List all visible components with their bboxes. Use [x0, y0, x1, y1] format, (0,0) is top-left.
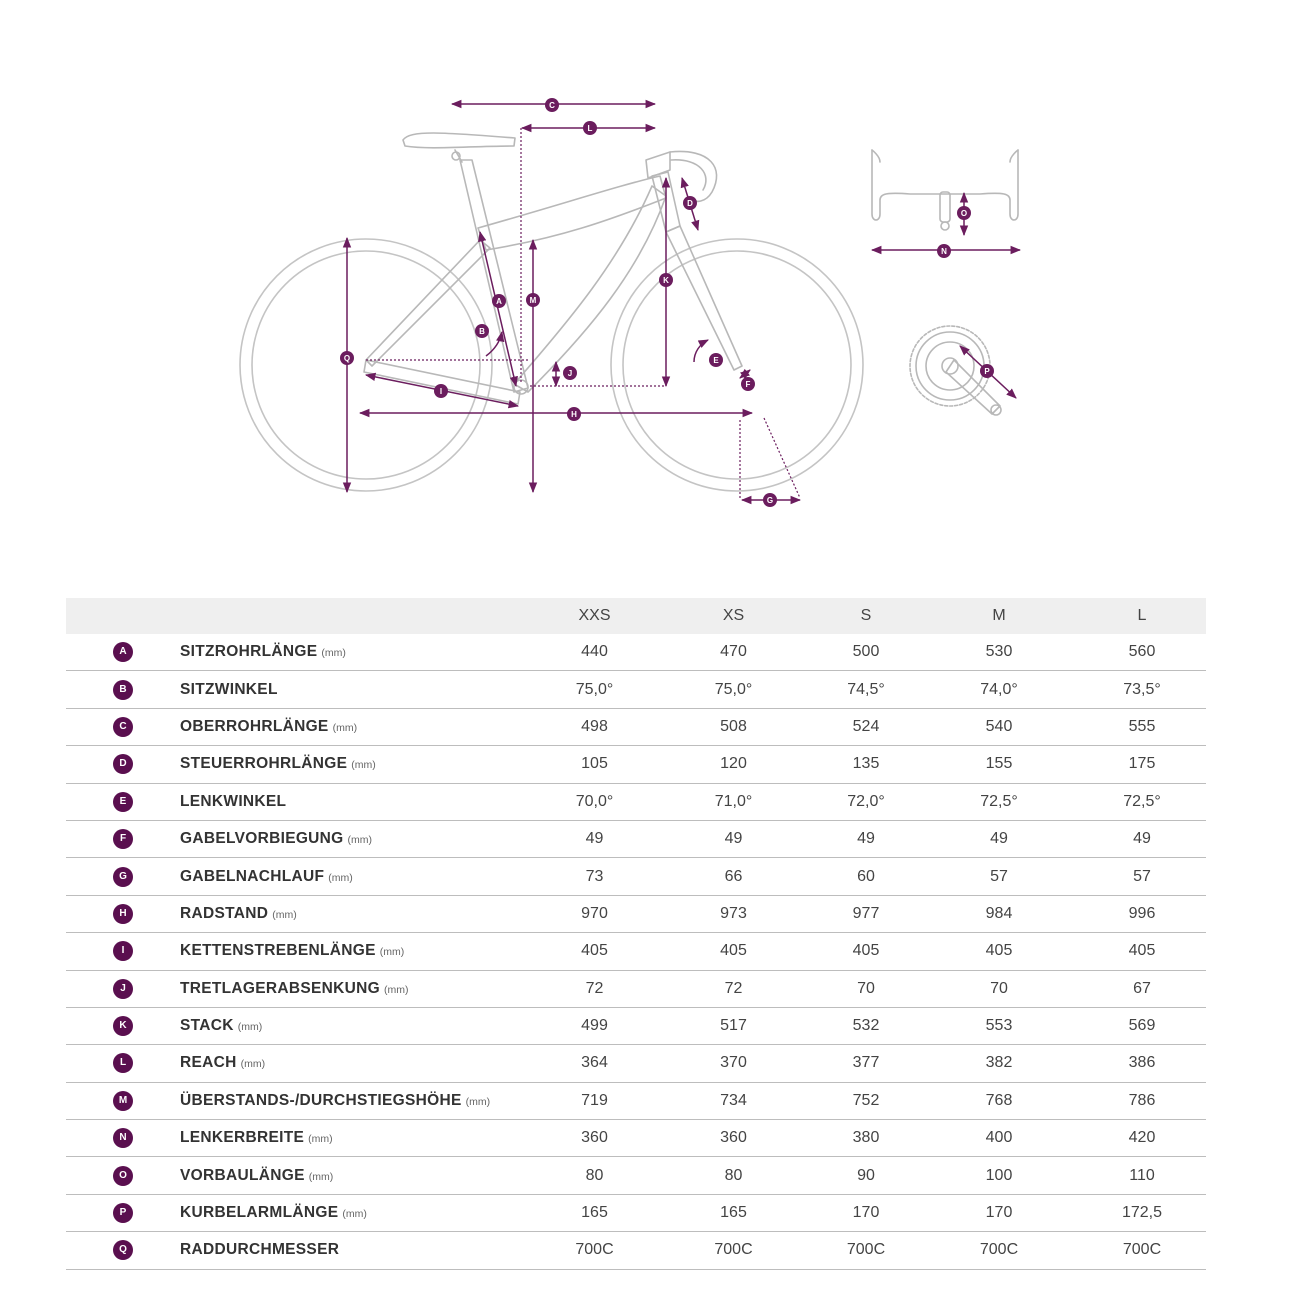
value-cell: 405	[920, 933, 1078, 970]
svg-text:L: L	[587, 124, 593, 133]
param-cell	[180, 746, 534, 783]
size-header: XS	[655, 598, 812, 634]
row-letter-badge: A	[113, 642, 133, 662]
param-unit: (mm)	[379, 946, 405, 959]
param-cell	[180, 671, 534, 708]
rear-wheel	[240, 239, 492, 491]
badge-cell	[66, 746, 180, 783]
value-cell: 74,0°	[920, 671, 1078, 708]
param-name: LENKWINKEL	[180, 792, 287, 810]
table-row	[66, 1157, 1206, 1194]
marker-A	[492, 294, 506, 308]
row-letter-badge: B	[113, 680, 133, 700]
value-cell: 155	[920, 746, 1078, 783]
value-cell: 72,0°	[812, 783, 920, 820]
value-cell: 700C	[534, 1232, 655, 1269]
size-header-row	[66, 598, 1206, 634]
value-cell: 100	[920, 1157, 1078, 1194]
value-cell: 73	[534, 858, 655, 895]
row-letter-badge: C	[113, 717, 133, 737]
value-cell: 80	[655, 1157, 812, 1194]
param-name: ÜBERSTANDS-/DURCHSTIEGSHÖHE	[180, 1091, 462, 1109]
value-cell: 110	[1078, 1157, 1206, 1194]
value-cell: 560	[1078, 634, 1206, 671]
value-cell: 540	[920, 708, 1078, 745]
value-cell: 700C	[655, 1232, 812, 1269]
value-cell: 405	[655, 933, 812, 970]
value-cell: 172,5	[1078, 1194, 1206, 1231]
value-cell: 170	[920, 1194, 1078, 1231]
param-name: OBERROHRLÄNGE	[180, 717, 329, 735]
marker-I	[434, 384, 448, 398]
param-cell	[180, 858, 534, 895]
row-letter-badge: L	[113, 1053, 133, 1073]
param-cell	[180, 1007, 534, 1044]
param-unit: (mm)	[328, 871, 353, 884]
row-letter-badge: K	[113, 1016, 133, 1036]
value-cell: 786	[1078, 1082, 1206, 1119]
value-cell: 49	[534, 820, 655, 857]
value-cell: 382	[920, 1045, 1078, 1082]
table-row	[66, 634, 1206, 671]
param-unit: (mm)	[351, 759, 376, 772]
svg-text:C: C	[549, 101, 555, 110]
svg-text:N: N	[941, 247, 947, 256]
param-cell	[180, 895, 534, 932]
row-letter-badge: H	[113, 904, 133, 924]
value-cell: 75,0°	[655, 671, 812, 708]
value-cell: 553	[920, 1007, 1078, 1044]
value-cell: 90	[812, 1157, 920, 1194]
value-cell: 74,5°	[812, 671, 920, 708]
value-cell: 719	[534, 1082, 655, 1119]
param-name: STACK	[180, 1017, 234, 1035]
value-cell: 517	[655, 1007, 812, 1044]
value-cell: 700C	[1078, 1232, 1206, 1269]
header-blank	[66, 598, 180, 634]
value-cell: 70	[812, 970, 920, 1007]
param-cell	[180, 933, 534, 970]
param-name: KETTENSTREBENLÄNGE	[180, 942, 376, 960]
value-cell: 420	[1078, 1120, 1206, 1157]
svg-text:Q: Q	[343, 354, 351, 363]
marker-G	[763, 493, 777, 507]
row-letter-badge: F	[113, 829, 133, 849]
param-unit: (mm)	[342, 1208, 367, 1221]
badge-cell	[66, 1082, 180, 1119]
badge-cell	[66, 895, 180, 932]
svg-text:J: J	[567, 369, 573, 378]
value-cell: 165	[655, 1194, 812, 1231]
svg-text:H: H	[571, 410, 577, 419]
param-unit: (mm)	[237, 1021, 263, 1034]
badge-cell	[66, 708, 180, 745]
param-cell	[180, 1120, 534, 1157]
value-cell: 73,5°	[1078, 671, 1206, 708]
param-cell	[180, 708, 534, 745]
value-cell: 386	[1078, 1045, 1206, 1082]
param-name: TRETLAGERABSENKUNG	[180, 979, 381, 997]
badge-cell	[66, 1157, 180, 1194]
size-header: XXS	[534, 598, 655, 634]
geometry-table	[66, 598, 1206, 1270]
value-cell: 405	[534, 933, 655, 970]
value-cell: 57	[1078, 858, 1206, 895]
value-cell: 973	[655, 895, 812, 932]
svg-text:B: B	[479, 327, 485, 336]
table-row	[66, 1082, 1206, 1119]
value-cell: 72,5°	[920, 783, 1078, 820]
table-row	[66, 1232, 1206, 1269]
value-cell: 135	[812, 746, 920, 783]
row-letter-badge: O	[113, 1166, 133, 1186]
value-cell: 524	[812, 708, 920, 745]
table-row	[66, 671, 1206, 708]
value-cell: 977	[812, 895, 920, 932]
table-row	[66, 1194, 1206, 1231]
row-letter-badge: J	[113, 979, 133, 999]
bike-geometry-diagram	[0, 0, 1300, 560]
marker-E	[709, 353, 723, 367]
value-cell: 380	[812, 1120, 920, 1157]
param-unit: (mm)	[347, 834, 373, 847]
badge-cell	[66, 1194, 180, 1231]
value-cell: 49	[920, 820, 1078, 857]
param-unit: (mm)	[272, 908, 297, 921]
value-cell: 364	[534, 1045, 655, 1082]
svg-text:E: E	[713, 356, 719, 365]
badge-cell	[66, 1120, 180, 1157]
value-cell: 72	[534, 970, 655, 1007]
marker-K	[659, 273, 673, 287]
badge-cell	[66, 858, 180, 895]
table-row	[66, 783, 1206, 820]
param-cell	[180, 1157, 534, 1194]
svg-text:A: A	[496, 297, 502, 306]
row-letter-badge: G	[113, 867, 133, 887]
badge-cell	[66, 1007, 180, 1044]
value-cell: 532	[812, 1007, 920, 1044]
badge-cell	[66, 634, 180, 671]
value-cell: 768	[920, 1082, 1078, 1119]
param-unit: (mm)	[308, 1170, 334, 1183]
param-name: RADDURCHMESSER	[180, 1241, 340, 1259]
value-cell: 360	[655, 1120, 812, 1157]
value-cell: 499	[534, 1007, 655, 1044]
value-cell: 752	[812, 1082, 920, 1119]
value-cell: 175	[1078, 746, 1206, 783]
param-name: GABELNACHLAUF	[180, 867, 325, 885]
value-cell: 498	[534, 708, 655, 745]
value-cell: 165	[534, 1194, 655, 1231]
svg-text:I: I	[439, 387, 443, 396]
param-name: VORBAULÄNGE	[180, 1166, 305, 1184]
param-unit: (mm)	[384, 983, 409, 996]
param-cell	[180, 970, 534, 1007]
value-cell: 984	[920, 895, 1078, 932]
value-cell: 49	[1078, 820, 1206, 857]
bike-frame	[364, 133, 742, 404]
table-row	[66, 746, 1206, 783]
marker-C	[545, 98, 559, 112]
value-cell: 508	[655, 708, 812, 745]
value-cell: 75,0°	[534, 671, 655, 708]
param-cell	[180, 1232, 534, 1269]
value-cell: 49	[655, 820, 812, 857]
row-letter-badge: M	[113, 1091, 133, 1111]
value-cell: 470	[655, 634, 812, 671]
value-cell: 67	[1078, 970, 1206, 1007]
badge-cell	[66, 970, 180, 1007]
value-cell: 49	[812, 820, 920, 857]
param-name: KURBELARMLÄNGE	[180, 1204, 339, 1222]
row-letter-badge: N	[113, 1128, 133, 1148]
svg-text:G: G	[766, 496, 774, 505]
row-letter-badge: D	[113, 754, 133, 774]
marker-P	[980, 364, 994, 378]
param-name: SITZWINKEL	[180, 680, 278, 698]
table-row	[66, 1120, 1206, 1157]
table-row	[66, 970, 1206, 1007]
param-cell	[180, 783, 534, 820]
marker-B	[475, 324, 489, 338]
value-cell: 72,5°	[1078, 783, 1206, 820]
value-cell: 170	[812, 1194, 920, 1231]
param-cell	[180, 1045, 534, 1082]
value-cell: 700C	[812, 1232, 920, 1269]
value-cell: 400	[920, 1120, 1078, 1157]
badge-cell	[66, 783, 180, 820]
value-cell: 440	[534, 634, 655, 671]
param-cell	[180, 1082, 534, 1119]
value-cell: 555	[1078, 708, 1206, 745]
param-unit: (mm)	[321, 647, 346, 660]
size-header: M	[920, 598, 1078, 634]
marker-M	[526, 293, 540, 307]
row-letter-badge: P	[113, 1203, 133, 1223]
marker-J	[563, 366, 577, 380]
value-cell: 66	[655, 858, 812, 895]
param-name: LENKERBREITE	[180, 1129, 305, 1147]
marker-H	[567, 407, 581, 421]
value-cell: 970	[534, 895, 655, 932]
badge-cell	[66, 820, 180, 857]
param-cell	[180, 1194, 534, 1231]
value-cell: 80	[534, 1157, 655, 1194]
value-cell: 500	[812, 634, 920, 671]
param-name: SITZROHRLÄNGE	[180, 643, 318, 661]
dimension-lines	[347, 104, 1020, 500]
param-name: STEUERROHRLÄNGE	[180, 755, 348, 773]
marker-D	[683, 196, 697, 210]
param-name: GABELVORBIEGUNG	[180, 830, 344, 848]
table-row	[66, 895, 1206, 932]
value-cell: 405	[1078, 933, 1206, 970]
value-cell: 105	[534, 746, 655, 783]
table-row	[66, 708, 1206, 745]
param-cell	[180, 820, 534, 857]
param-cell	[180, 634, 534, 671]
param-unit: (mm)	[332, 721, 358, 734]
svg-text:D: D	[687, 199, 693, 208]
size-header: L	[1078, 598, 1206, 634]
marker-F	[741, 377, 755, 391]
table-row	[66, 1045, 1206, 1082]
value-cell: 700C	[920, 1232, 1078, 1269]
value-cell: 72	[655, 970, 812, 1007]
row-letter-badge: E	[113, 792, 133, 812]
table-row	[66, 820, 1206, 857]
param-unit: (mm)	[308, 1133, 333, 1146]
value-cell: 360	[534, 1120, 655, 1157]
badge-cell	[66, 1232, 180, 1269]
value-cell: 370	[655, 1045, 812, 1082]
table-row	[66, 858, 1206, 895]
value-cell: 405	[812, 933, 920, 970]
value-cell: 60	[812, 858, 920, 895]
row-letter-badge: I	[113, 941, 133, 961]
marker-Q	[340, 351, 354, 365]
badge-cell	[66, 933, 180, 970]
value-cell: 71,0°	[655, 783, 812, 820]
marker-O	[957, 206, 971, 220]
value-cell: 996	[1078, 895, 1206, 932]
value-cell: 569	[1078, 1007, 1206, 1044]
value-cell: 734	[655, 1082, 812, 1119]
badge-cell	[66, 671, 180, 708]
handlebar-front-view	[872, 150, 1018, 230]
value-cell: 70,0°	[534, 783, 655, 820]
table-row	[66, 933, 1206, 970]
svg-text:M: M	[529, 296, 537, 305]
value-cell: 530	[920, 634, 1078, 671]
svg-text:O: O	[960, 209, 968, 218]
value-cell: 377	[812, 1045, 920, 1082]
size-header: S	[812, 598, 920, 634]
value-cell: 57	[920, 858, 1078, 895]
param-unit: (mm)	[465, 1095, 491, 1108]
front-wheel	[611, 239, 863, 491]
param-unit: (mm)	[240, 1058, 266, 1071]
svg-text:K: K	[663, 276, 669, 285]
svg-text:P: P	[984, 367, 990, 376]
marker-L	[583, 121, 597, 135]
value-cell: 70	[920, 970, 1078, 1007]
table-row	[66, 1007, 1206, 1044]
badge-cell	[66, 1045, 180, 1082]
row-letter-badge: Q	[113, 1240, 133, 1260]
param-name: REACH	[180, 1054, 237, 1072]
param-name: RADSTAND	[180, 904, 269, 922]
header-blank	[180, 598, 534, 634]
marker-N	[937, 244, 951, 258]
svg-text:F: F	[745, 380, 751, 389]
value-cell: 120	[655, 746, 812, 783]
